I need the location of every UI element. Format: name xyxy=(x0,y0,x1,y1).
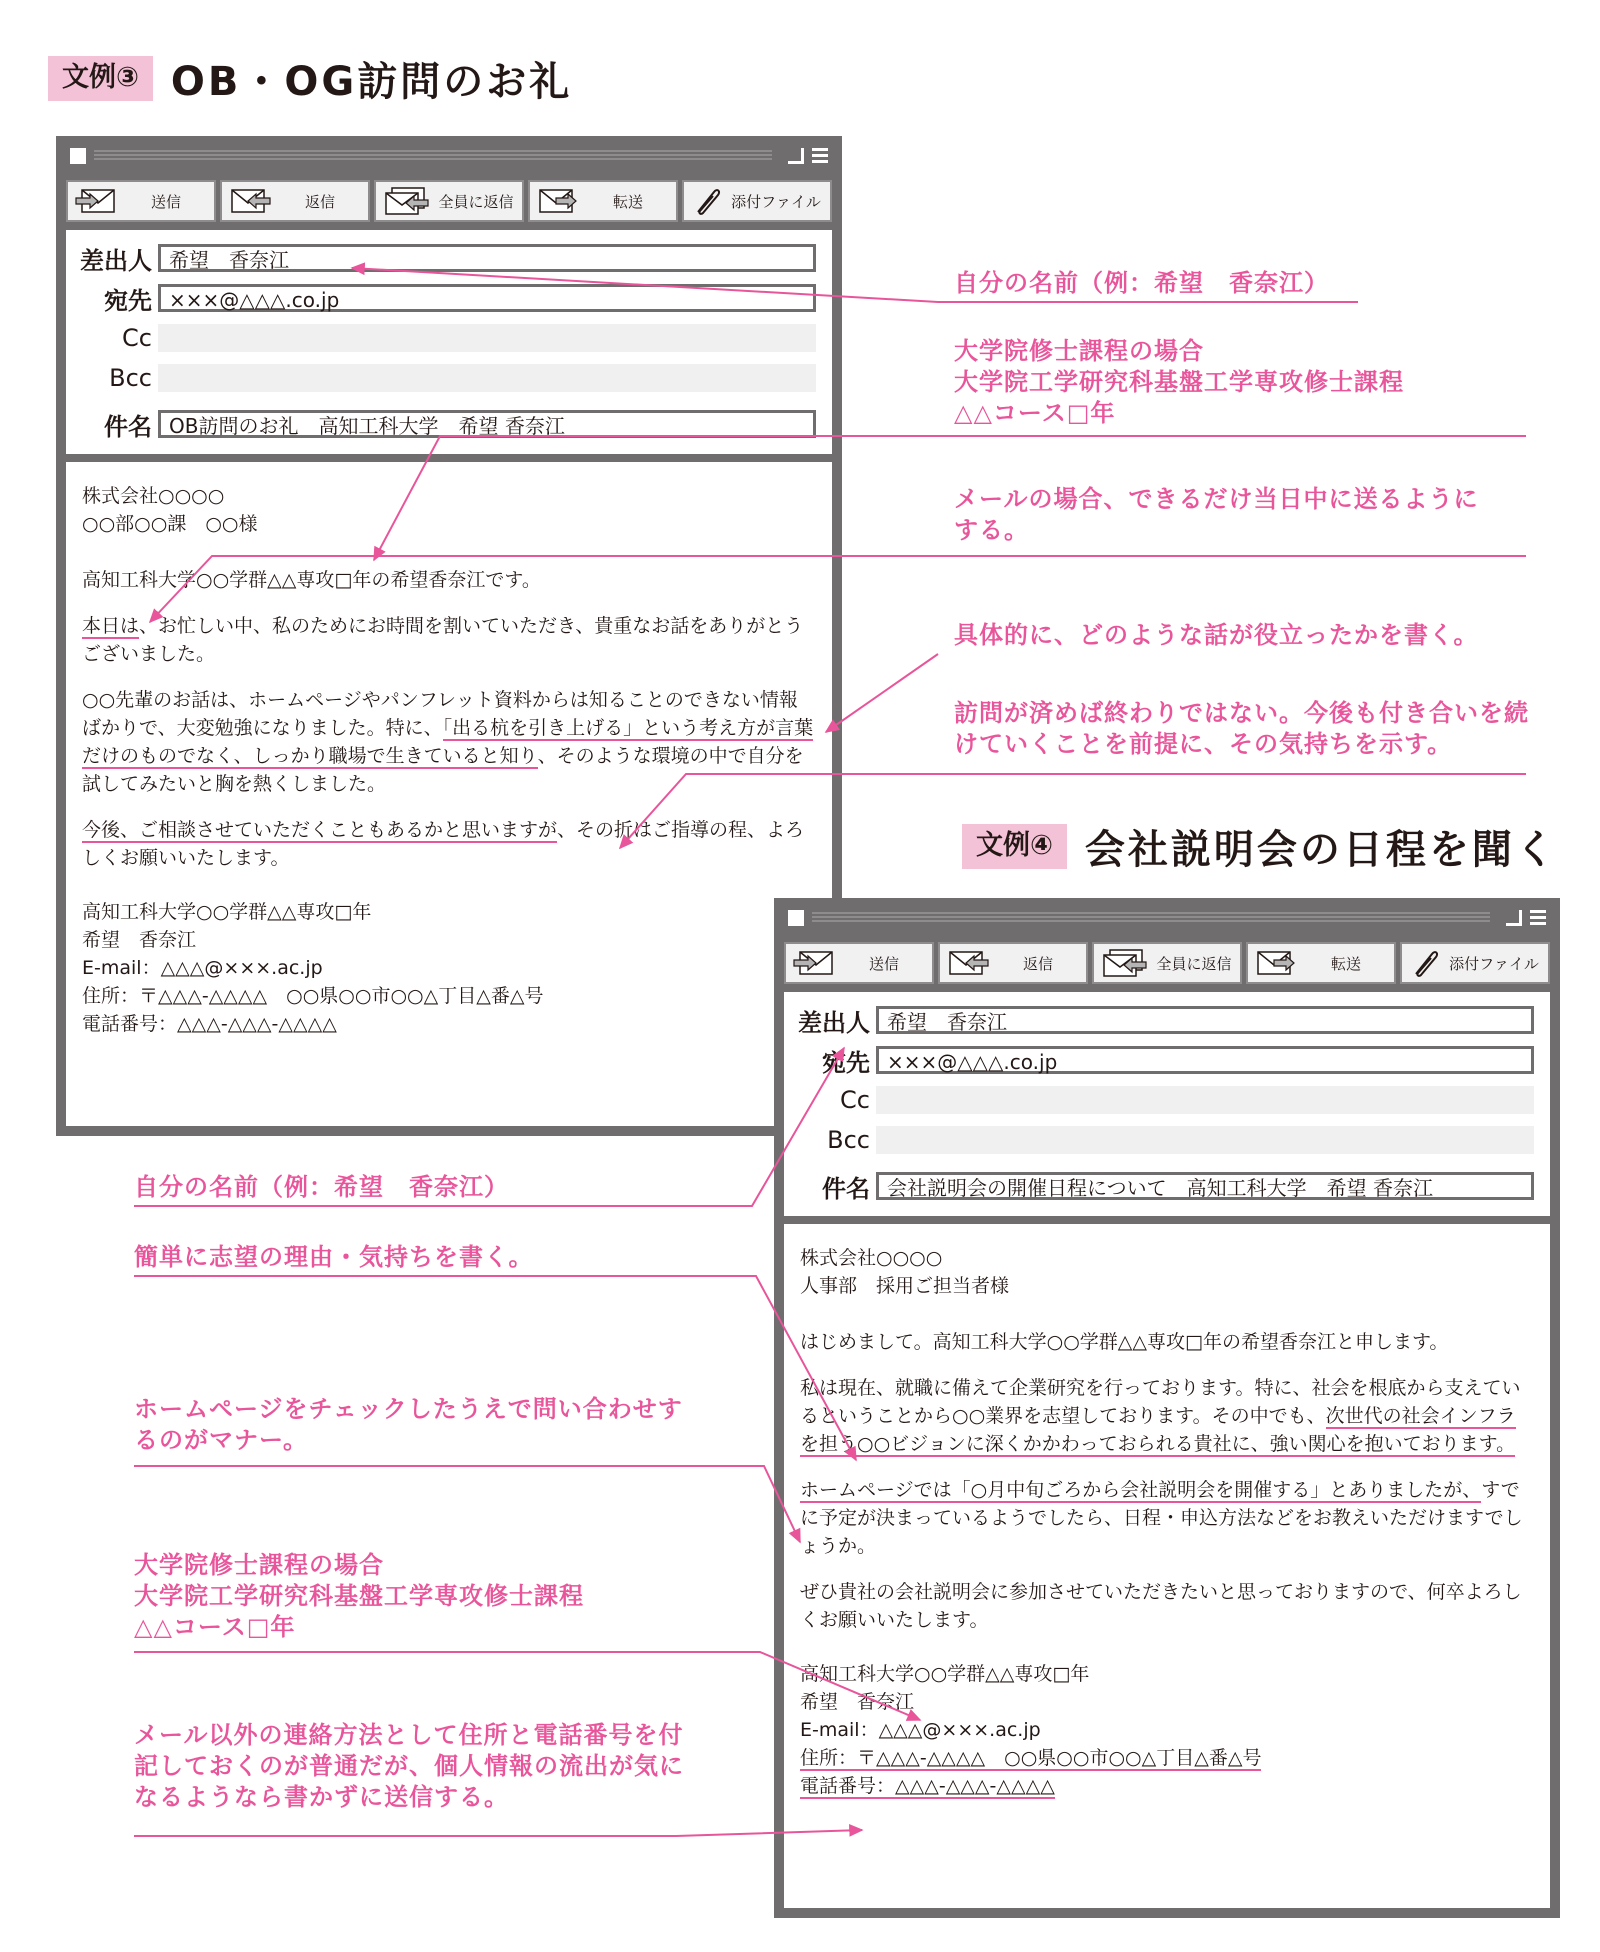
forward-label: 転送 xyxy=(1330,954,1361,973)
attach-label: 添付ファイル xyxy=(1449,954,1539,973)
window-titlebar xyxy=(784,908,1550,936)
mail-toolbar xyxy=(784,936,1550,992)
from-label: 差出人 xyxy=(798,1008,870,1037)
highlight-homepage: ホームページでは「○月中旬ごろから会社説明会を開催する」とありましたが、 xyxy=(800,1479,1482,1501)
cc-label: Cc xyxy=(122,324,152,352)
signature-email: E-mail：△△△@×××.ac.jp xyxy=(82,957,323,979)
mail-headers xyxy=(66,230,832,462)
body-text: 私は現在、就職に備えて企業研究を行っております。特に、社会を根底から支えているということから○○業界を志望しております。その中でも、 xyxy=(800,1377,1521,1427)
send-icon xyxy=(74,187,118,215)
note-be-specific: 具体的に、どのような話が役立ったかを書く。 xyxy=(954,621,1479,649)
resize-icon[interactable] xyxy=(788,148,804,164)
bcc-label: Bcc xyxy=(109,364,152,392)
cc-field[interactable] xyxy=(158,324,816,352)
body-para-motivation xyxy=(800,1374,1534,1458)
reply-label: 返信 xyxy=(1022,954,1053,973)
attach-button[interactable] xyxy=(682,180,832,222)
cc-field[interactable] xyxy=(876,1086,1534,1114)
section3-badge: 文例③ xyxy=(48,56,153,100)
list-icon[interactable] xyxy=(1530,910,1546,926)
send-label: 送信 xyxy=(150,192,181,211)
to-field[interactable]: ×××@△△△.co.jp xyxy=(876,1046,1534,1074)
subject-field[interactable]: OB訪問のお礼 高知工科大学 希望 香奈江 xyxy=(158,410,816,438)
subject-field[interactable]: 会社説明会の開催日程について 高知工科大学 希望 香奈江 xyxy=(876,1172,1534,1200)
subject-label: 件名 xyxy=(822,1174,870,1203)
titlebar-grip[interactable] xyxy=(812,912,1490,924)
body-recipient: 人事部 採用ご担当者様 xyxy=(800,1275,1010,1297)
bcc-label: Bcc xyxy=(827,1126,870,1154)
leader-be-specific xyxy=(826,654,938,732)
send-button[interactable] xyxy=(66,180,216,222)
highlight-motivation: 次世代の社会インフラを担う○○ビジョンに深くかかわっておられる貴社に、強い関心を抱いております。 xyxy=(800,1405,1516,1455)
mail-body[interactable] xyxy=(784,1224,1550,1820)
paperclip-icon xyxy=(690,186,722,216)
forward-icon xyxy=(1254,949,1298,977)
signature-university: 高知工科大学○○学群△△専攻□年 xyxy=(82,901,372,923)
signature-email: E-mail：△△△@×××.ac.jp xyxy=(800,1719,1041,1741)
highlight-address: 住所：〒△△△-△△△△ ○○県○○市○○△丁目△番△号 xyxy=(800,1747,1262,1769)
body-para-future xyxy=(82,816,816,872)
note-motivation: 簡単に志望の理由・気持ちを書く。 xyxy=(134,1243,534,1271)
note-check-homepage: ホームページをチェックしたうえで問い合わせす るのがマナー。 xyxy=(134,1395,683,1454)
body-company: 株式会社○○○○ xyxy=(800,1247,943,1269)
forward-button[interactable] xyxy=(528,180,678,222)
highlight-detail: 「出る杭を引き上げる」という考え方が言葉だけのものでなく、しっかり職場で生きていると知り xyxy=(82,717,814,767)
section4-title: 会社説明会の日程を聞く xyxy=(1084,827,1558,873)
attach-label: 添付ファイル xyxy=(731,192,821,211)
highlight-phone: 電話番号：△△△-△△△-△△△△ xyxy=(800,1775,1055,1797)
signature-university: 高知工科大学○○学群△△専攻□年 xyxy=(800,1663,1090,1685)
from-field[interactable]: 希望 香奈江 xyxy=(158,244,816,272)
reply-all-label: 全員に返信 xyxy=(438,192,514,211)
body-intro: はじめまして。高知工科大学○○学群△△専攻□年の希望香奈江と申します。 xyxy=(800,1331,1449,1353)
body-text: 、お忙しい中、私のためにお時間を割いていただき、貴重なお話をありがとうございました。 xyxy=(82,615,804,665)
window-menu-icon[interactable] xyxy=(788,910,804,926)
body-text: すでに予定が決まっているようでしたら、日程・申込方法などをお教えいただけますでしょうか。 xyxy=(800,1479,1523,1557)
to-field[interactable]: ×××@△△△.co.jp xyxy=(158,284,816,312)
reply-button[interactable] xyxy=(220,180,370,222)
note-own-name-2: 自分の名前（例：希望 香奈江） xyxy=(134,1173,509,1201)
body-text: 、その折はご指導の程、よろしくお願いいたします。 xyxy=(82,819,805,869)
send-button[interactable] xyxy=(784,942,934,984)
to-label: 宛先 xyxy=(104,286,152,315)
body-para-thanks xyxy=(82,612,816,668)
body-text: 、そのような環境の中で自分を試してみたいと胸を熱くしました。 xyxy=(82,745,804,795)
forward-label: 転送 xyxy=(612,192,643,211)
section4-heading xyxy=(962,818,1558,875)
resize-icon[interactable] xyxy=(1506,910,1522,926)
subject-label: 件名 xyxy=(104,412,152,441)
signature-address xyxy=(800,1744,1534,1772)
note-grad-school: 大学院修士課程の場合 大学院工学研究科基盤工学専攻修士課程 △△コース□年 xyxy=(954,337,1404,427)
to-label: 宛先 xyxy=(822,1048,870,1077)
signature-phone: 電話番号：△△△-△△△-△△△△ xyxy=(82,1013,337,1035)
reply-icon xyxy=(228,187,272,215)
note-own-name: 自分の名前（例：希望 香奈江） xyxy=(954,269,1329,297)
signature-phone xyxy=(800,1772,1534,1800)
cc-label: Cc xyxy=(840,1086,870,1114)
body-intro: 高知工科大学○○学群△△専攻□年の希望香奈江です。 xyxy=(82,569,541,591)
note-grad-school-2: 大学院修士課程の場合 大学院工学研究科基盤工学専攻修士課程 △△コース□年 xyxy=(134,1551,584,1641)
section3-title: OB・OG訪問のお礼 xyxy=(170,59,573,105)
window-menu-icon[interactable] xyxy=(70,148,86,164)
reply-all-button[interactable] xyxy=(1092,942,1242,984)
note-ongoing-relationship: 訪問が済めば終わりではない。今後も付き合いを続 けていくことを前提に、その気持ちを示す。 xyxy=(954,699,1529,758)
highlight-today: 本日は xyxy=(82,615,140,637)
reply-label: 返信 xyxy=(304,192,335,211)
note-contact-info: メール以外の連絡方法として住所と電話番号を付 記しておくのが普通だが、個人情報の流出が気に なるようなら書かずに送信する。 xyxy=(134,1721,684,1811)
titlebar-grip[interactable] xyxy=(94,150,772,162)
reply-all-label: 全員に返信 xyxy=(1156,954,1232,973)
mail-toolbar xyxy=(66,174,832,230)
body-para-inquiry xyxy=(800,1476,1534,1560)
reply-all-button[interactable] xyxy=(374,180,524,222)
body-company: 株式会社○○○○ xyxy=(82,485,225,507)
signature-address: 住所：〒△△△-△△△△ ○○県○○市○○△丁目△番△号 xyxy=(82,985,544,1007)
body-para-request: ぜひ貴社の会社説明会に参加させていただきたいと思っておりますので、何卒よろしくお願いいたします。 xyxy=(800,1581,1522,1631)
signature-name: 希望 香奈江 xyxy=(800,1691,915,1713)
forward-icon xyxy=(536,187,580,215)
reply-button[interactable] xyxy=(938,942,1088,984)
list-icon[interactable] xyxy=(812,148,828,164)
email-window-2 xyxy=(774,898,1560,1918)
from-field[interactable]: 希望 香奈江 xyxy=(876,1006,1534,1034)
reply-all-icon xyxy=(1100,948,1148,978)
bcc-field[interactable] xyxy=(158,364,816,392)
window-titlebar xyxy=(66,146,832,174)
send-label: 送信 xyxy=(868,954,899,973)
highlight-future: 今後、ご相談させていただくこともあるかと思いますが xyxy=(82,819,558,841)
reply-icon xyxy=(946,949,990,977)
email-window-1 xyxy=(56,136,842,1136)
note-send-same-day: メールの場合、できるだけ当日中に送るように する。 xyxy=(954,485,1479,544)
from-label: 差出人 xyxy=(80,246,152,275)
bcc-field[interactable] xyxy=(876,1126,1534,1154)
signature-name: 希望 香奈江 xyxy=(82,929,197,951)
attach-button[interactable] xyxy=(1400,942,1550,984)
body-text: ○○先輩のお話は、ホームページやパンフレット資料からは知ることのできない情報ばかりで、大変勉強になりました。特に、 xyxy=(82,689,798,739)
section4-badge: 文例④ xyxy=(962,824,1067,868)
reply-all-icon xyxy=(382,186,430,216)
paperclip-icon xyxy=(1408,948,1440,978)
forward-button[interactable] xyxy=(1246,942,1396,984)
body-recipient: ○○部○○課 ○○様 xyxy=(82,513,258,535)
leader-contact xyxy=(134,1830,862,1836)
body-para-detail xyxy=(82,686,816,798)
send-icon xyxy=(792,949,836,977)
leader-homepage xyxy=(134,1466,800,1542)
mail-body[interactable] xyxy=(66,462,832,1058)
section3-heading xyxy=(48,50,572,107)
mail-headers xyxy=(784,992,1550,1224)
